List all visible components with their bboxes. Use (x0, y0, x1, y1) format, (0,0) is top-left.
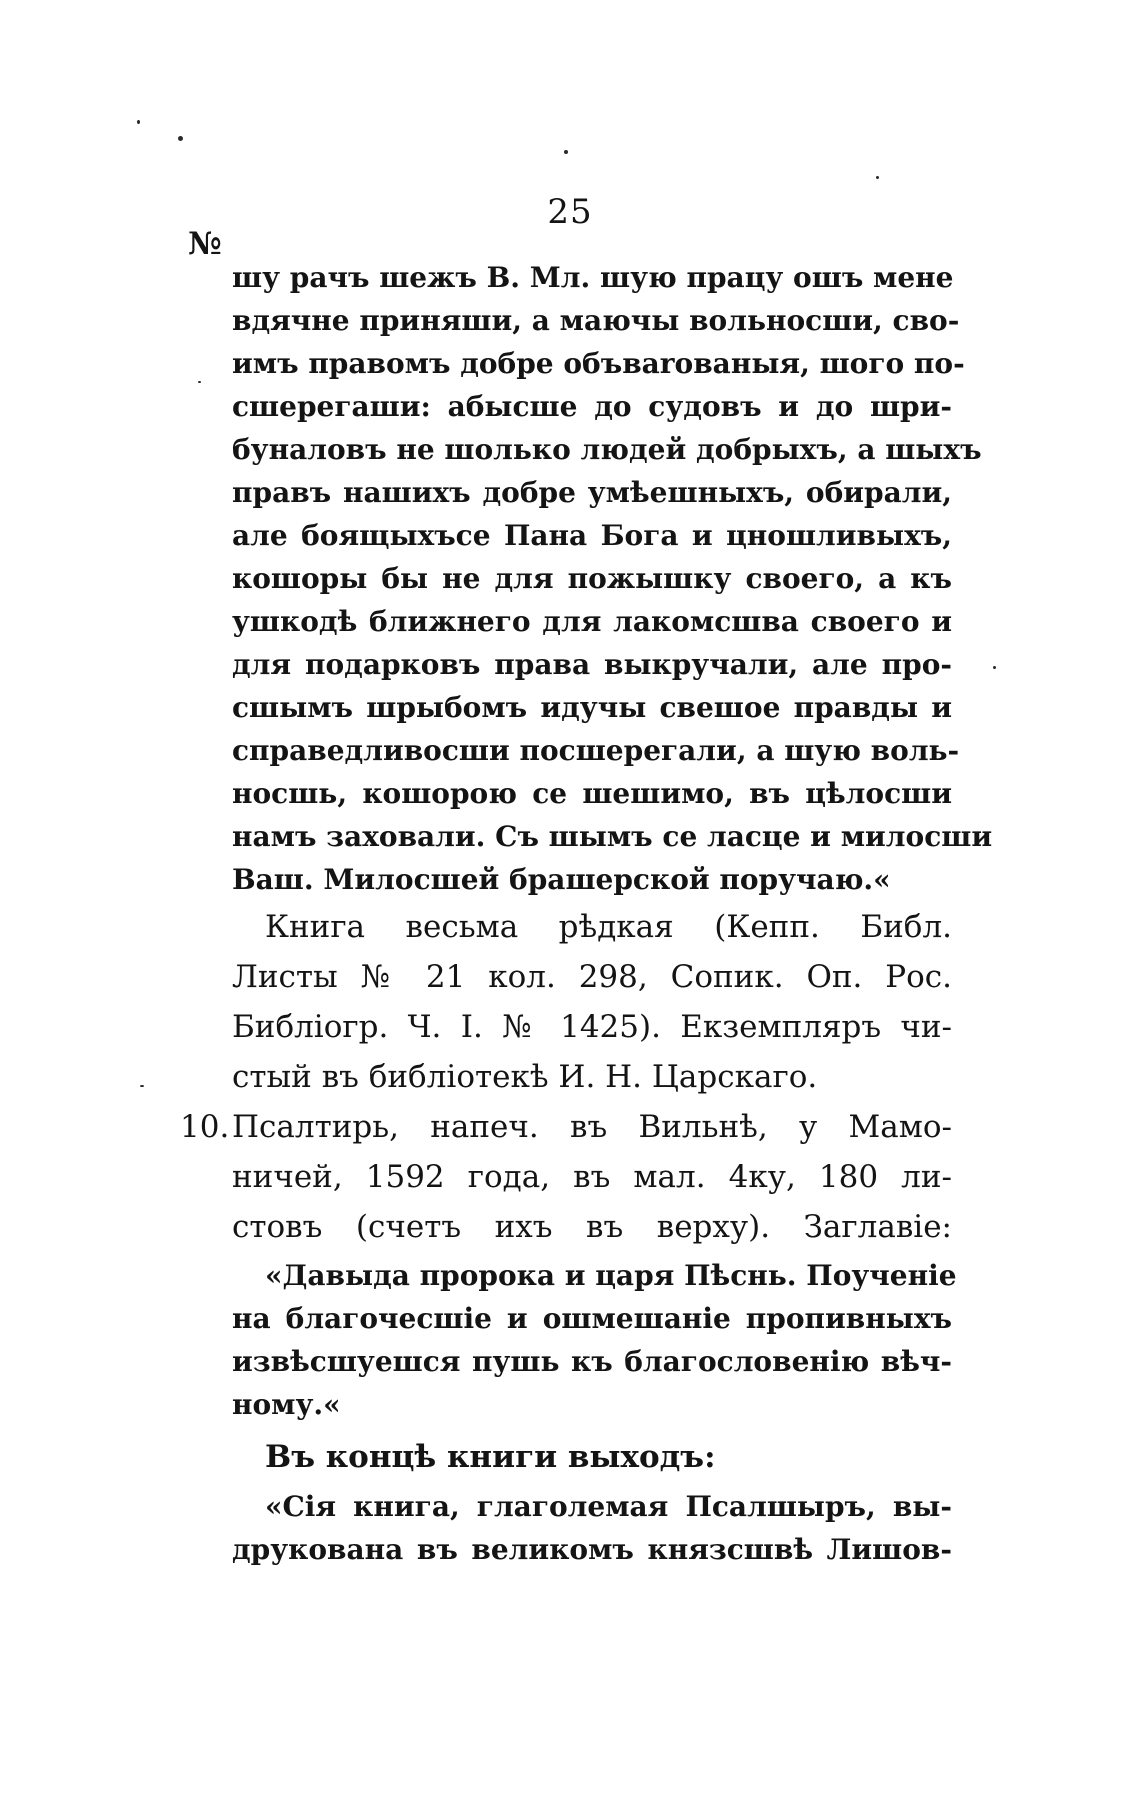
text-line: справедливосши посшерегали, а шую воль- (232, 734, 960, 767)
text-line: правъ нашихъ добре умѣешныхъ, обирали, (232, 476, 952, 509)
text-line: стый въ библіотекѣ И. Н. Царскаго. (232, 1059, 818, 1095)
text-line: носшь, кошорою се шешимо, въ цѣлосши (232, 777, 952, 810)
speck (140, 1085, 144, 1087)
entry-number: 10. (180, 1109, 230, 1145)
text-line: буналовъ не шолько людей добрыхъ, а шыхъ (232, 433, 982, 466)
text-line: для подарковъ права выкручали, але про- (232, 648, 952, 681)
speck (137, 120, 140, 124)
text-line: Ваш. Милосшей брашерской поручаю.« (232, 863, 891, 896)
text-line: сшымъ шрыбомъ идучы свешое правды и (232, 691, 952, 724)
text-line: стовъ (счетъ ихъ въ верху). Заглавіе: (232, 1209, 952, 1245)
speck (564, 150, 568, 154)
text-line: Въ концѣ книги выходъ: (265, 1439, 716, 1475)
text-line: сшерегаши: абысше до судовъ и до шри- (232, 390, 952, 423)
entry-line (180, 1109, 952, 1145)
text-line: кошоры бы не для пожышку своего, а къ (232, 562, 952, 595)
speck (876, 176, 879, 179)
text-line: Книга весьма рѣдкая (Кепп. Библ. (265, 909, 952, 945)
text-line: друкована въ великомъ князсшвѣ Лишов- (232, 1533, 952, 1566)
text-line: ному.« (232, 1388, 341, 1421)
text-line: «Давыда пророка и царя Пѣснь. Поученіе (265, 1259, 957, 1292)
text-line: вдячне приняши, а маючы вольносши, сво- (232, 304, 960, 337)
text-line: на благочесшіе и ошмешаніе пропивныхъ (232, 1302, 952, 1335)
margin-mark: № (188, 226, 222, 262)
text-line: имъ правомъ добре объвarованыя, шого по- (232, 347, 965, 380)
text-line: «Сія книга, глаголемая Псалшыръ, вы- (265, 1490, 952, 1523)
speck (178, 136, 183, 141)
text-line: ничей, 1592 года, въ мал. 4ку, 180 ли- (232, 1159, 952, 1195)
page-number: 25 (547, 192, 593, 232)
text-line: шу рачъ шежъ В. Мл. шую працу ошъ мене (232, 261, 954, 294)
speck (993, 666, 996, 669)
text-line: извѣсшуешся пушь къ благословенію вѣч- (232, 1345, 952, 1378)
speck (198, 381, 201, 383)
text-line: Листы № 21 кол. 298, Сопик. Оп. Рос. (232, 959, 952, 995)
text-line: Библіогр. Ч. I. № 1425). Екземпляръ чи- (232, 1009, 952, 1045)
entry-text: Псалтирь, напеч. въ Вильнѣ, у Мамо- (232, 1109, 952, 1145)
text-line: але боящыхъсе Пана Бога и цношливыхъ, (232, 519, 952, 552)
text-line: ушкодѣ ближнего для лакомсшва своего и (232, 605, 952, 638)
text-line: намъ заховали. Съ шымъ се ласце и милосши (232, 820, 993, 853)
